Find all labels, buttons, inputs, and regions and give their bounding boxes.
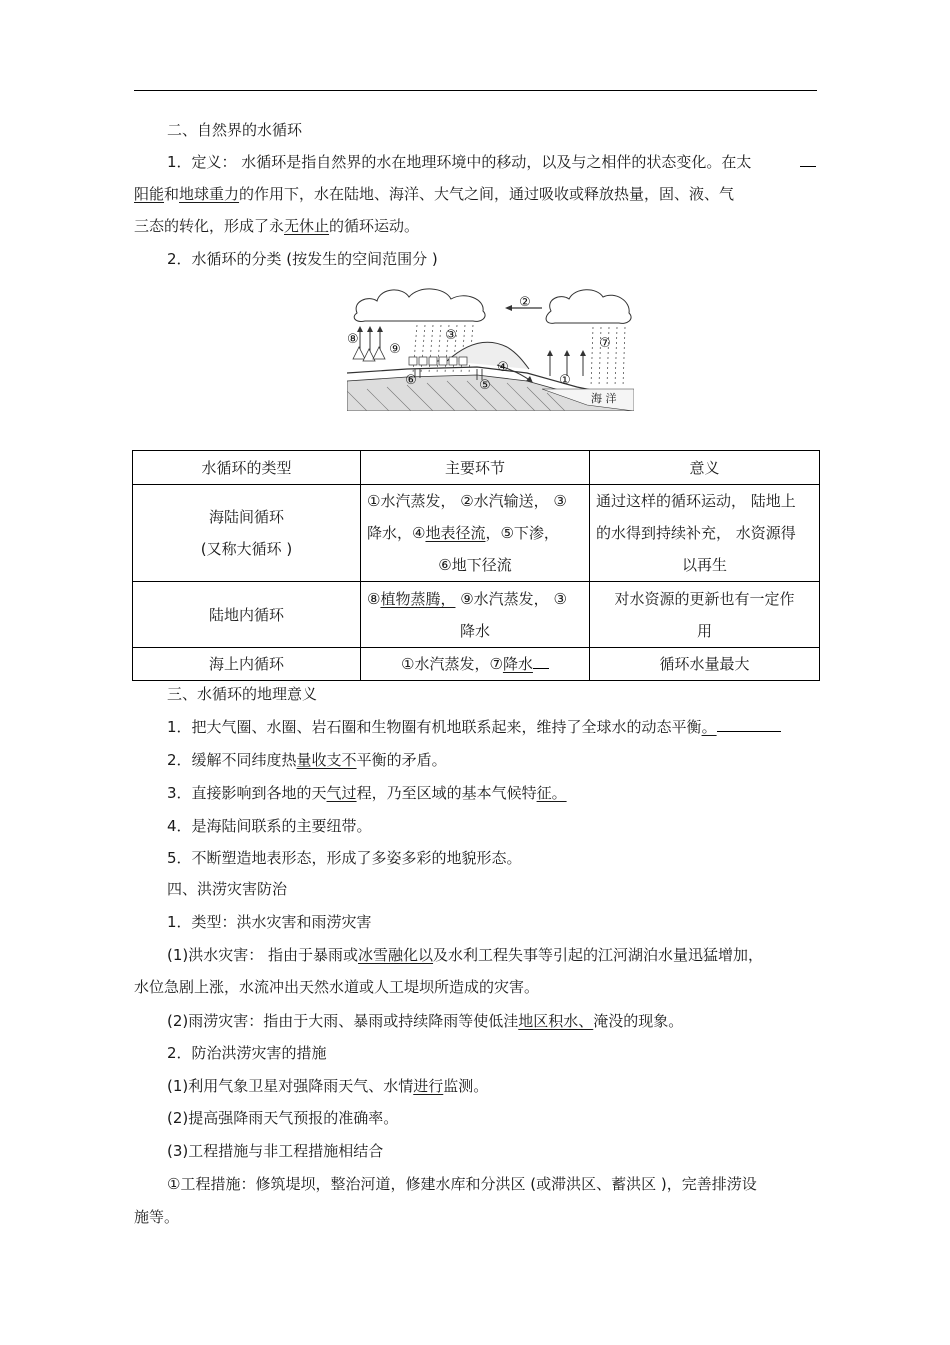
label-4: ④ (497, 360, 509, 375)
table-row (133, 648, 820, 681)
measure-1: (1)利用气象卫星对强降雨天气、水情进行监测。 (167, 1077, 489, 1095)
header-rule (134, 90, 817, 91)
table-row (133, 582, 820, 648)
links-cell: ①水汽蒸发，⑦降水 (361, 648, 590, 681)
water-cycle-diagram (347, 281, 634, 411)
header-meaning: 意义 (590, 451, 820, 485)
ocean-label: 海 洋 (591, 392, 617, 405)
label-7: ⑦ (599, 336, 611, 351)
meaning-cell: 对水资源的更新也有一定作 用 (590, 582, 820, 648)
fill-blank (800, 152, 816, 172)
water-cycle-table (132, 450, 820, 681)
label-1: ① (559, 373, 571, 388)
meaning-cell: 循环水量最大 (590, 648, 820, 681)
label-2: ② (519, 295, 531, 310)
flood-definition-2: 水位急剧上涨，水流冲出天然水道或人工堤坝所造成的灾害。 (134, 978, 540, 996)
definition-line-3: 三态的转化，形成了永无休止的循环运动。 (134, 217, 420, 235)
waterlogging-definition: (2)雨涝灾害：指由于大雨、暴雨或持续降雨等使低洼地区积水、淹没的现象。 (167, 1012, 684, 1030)
label-6: ⑥ (405, 373, 417, 388)
label-8: ⑧ (347, 332, 359, 347)
significance-item-4: 4．是海陆间联系的主要纽带。 (167, 817, 372, 835)
measure-4-line-2: 施等。 (134, 1208, 180, 1226)
classification-line: 2．水循环的分类 (按发生的空间范围分 ) (167, 250, 438, 268)
section4-heading: 四、洪涝灾害防治 (167, 880, 288, 898)
measures-heading: 2．防治洪涝灾害的措施 (167, 1044, 327, 1062)
links-cell: ①水汽蒸发， ②水汽输送， ③ 降水，④地表径流，⑤下渗， ⑥地下径流 (361, 485, 590, 582)
meaning-cell: 通过这样的循环运动， 陆地上 的水得到持续补充， 水资源得 以再生 (590, 485, 820, 582)
disaster-types: 1．类型：洪水灾害和雨涝灾害 (167, 913, 372, 931)
flood-definition-1: (1)洪水灾害： 指由于暴雨或冰雪融化以及水利工程失事等引起的江河湖泊水量迅猛增加， (167, 946, 764, 964)
measure-3: (3)工程措施与非工程措施相结合 (167, 1142, 384, 1160)
significance-item-5: 5．不断塑造地表形态，形成了多姿多彩的地貌形态。 (167, 849, 522, 867)
label-5: ⑤ (479, 378, 491, 393)
section3-heading: 三、水循环的地理意义 (167, 685, 318, 703)
label-3: ③ (445, 328, 457, 343)
section2-heading: 二、自然界的水循环 (167, 121, 303, 139)
table-row (133, 485, 820, 582)
links-cell: ⑧植物蒸腾， ⑨水汽蒸发， ③ 降水 (361, 582, 590, 648)
significance-item-1: 1．把大气圈、水圈、岩石圈和生物圈有机地联系起来，维持了全球水的动态平衡。 (167, 717, 781, 737)
header-links: 主要环节 (361, 451, 590, 485)
significance-item-2: 2．缓解不同纬度热量收支不平衡的矛盾。 (167, 751, 447, 769)
measure-4-line-1: ①工程措施：修筑堤坝，整治河道，修建水库和分洪区 (或滞洪区、蓄洪区 )，完善排涝设 (167, 1175, 757, 1193)
label-9: ⑨ (389, 342, 401, 357)
significance-item-3: 3．直接影响到各地的天气过程，乃至区域的基本气候特征。 (167, 784, 567, 802)
type-cell: 海陆间循环 (又称大循环 ) (133, 485, 361, 582)
definition-line-1: 1．定义： 水循环是指自然界的水在地理环境中的移动，以及与之相伴的状态变化。在太 (167, 153, 752, 171)
type-cell: 陆地内循环 (133, 582, 361, 648)
header-type: 水循环的类型 (133, 451, 361, 485)
measure-2: (2)提高强降雨天气预报的准确率。 (167, 1109, 399, 1127)
type-cell: 海上内循环 (133, 648, 361, 681)
table-header-row (133, 451, 820, 485)
definition-line-2: 阳能和地球重力的作用下，水在陆地、海洋、大气之间，通过吸收或释放热量，固、液、气 (134, 185, 735, 203)
